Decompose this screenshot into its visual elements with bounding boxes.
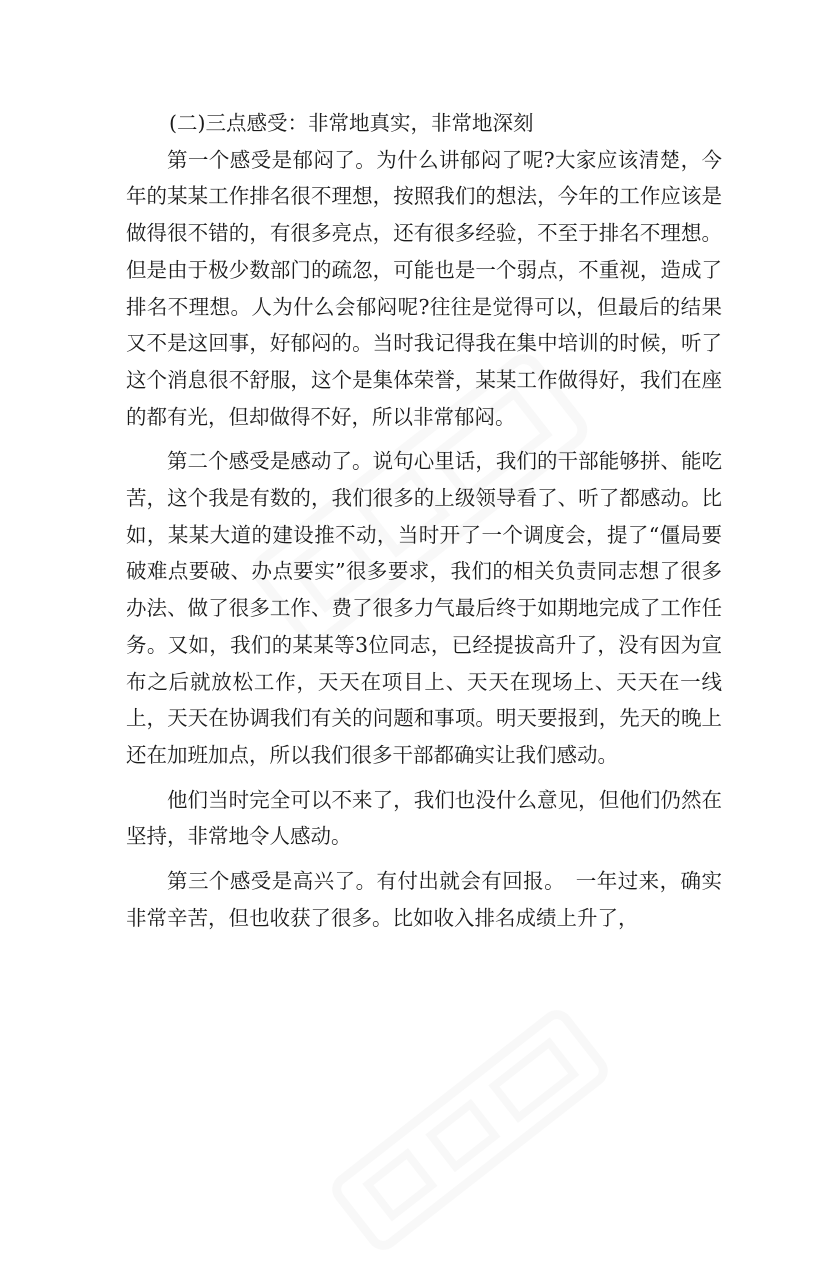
watermark-logo-bottom — [321, 998, 619, 1261]
paragraph-feeling-one: 第一个感受是郁闷了。为什么讲郁闷了呢?大家应该清楚，今年的某某工作排名很不理想，按照我们的想法，今年的工作应该是做得很不错的，有很多亮点，还有很多经验，不至于排名不理想。但是由于极少数部门的疏忽，可能也是一个弱点，不重视，造成了排名不理想。人为什么会郁闷呢?往往是觉得可以，但最后的结果又不是这回事，好郁闷的。当时我记得我在集中培训的时候，听了这个消息很不舒服，这个是集体荣誉，某某工作做得好，我们在座的都有光，但却做得不好，所以非常郁闷。 — [126, 147, 722, 429]
paragraph-feeling-two: 第二个感受是感动了。说句心里话，我们的干部能够拼、能吃苦，这个我是有数的，我们很多的上级领导看了、听了都感动。比如，某某大道的建设推不动，当时开了一个调度会，提了“僵局要破难点要破、办点要实”很多要求，我们的相关负责同志想了很多办法、做了很多工作、费了很多力气最后终于如期地完成了工作任务。又如，我们的某某等3位同志，已经提拔高升了，没有因为宣布之后就放松工作，天天在项目上、天天在现场上、天天在一线上，天天在协调我们有关的问题和事项。明天要报到，先天的晚上还在加班加点，所以我们很多干部都确实让我们感动。 — [126, 449, 722, 767]
paragraph-feeling-three: 第三个感受是高兴了。有付出就会有回报。 一年过来，确实非常辛苦，但也收获了很多。比如收入排名成绩上升了， — [126, 869, 722, 930]
paragraph-persistence: 他们当时完全可以不来了，我们也没什么意见，但他们仍然在坚持，非常地令人感动。 — [126, 787, 722, 849]
document-body — [126, 105, 722, 936]
section-heading: (二)三点感受：非常地真实，非常地深刻 — [169, 111, 534, 135]
